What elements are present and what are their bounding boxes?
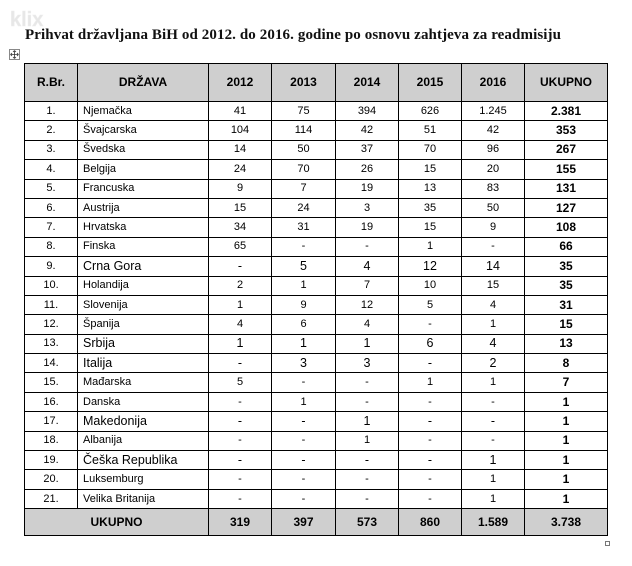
cell-rbr: 14. (25, 354, 78, 373)
cell-2015: 6 (399, 334, 462, 353)
cell-country: Njemačka (78, 102, 209, 121)
cell-2013: 70 (272, 160, 336, 179)
cell-total: 7 (525, 373, 608, 392)
cell-total: 1 (525, 489, 608, 508)
cell-total: 13 (525, 334, 608, 353)
cell-rbr: 7. (25, 218, 78, 237)
cell-2014: - (336, 470, 399, 489)
cell-rbr: 20. (25, 470, 78, 489)
cell-2013: 24 (272, 198, 336, 217)
cell-2015: 15 (399, 218, 462, 237)
cell-country: Švedska (78, 140, 209, 159)
cell-total: 127 (525, 198, 608, 217)
cell-2014: 1 (336, 412, 399, 431)
table-row (25, 470, 608, 489)
cell-rbr: 17. (25, 412, 78, 431)
cell-2014: - (336, 373, 399, 392)
table-row (25, 276, 608, 295)
cell-2013: 7 (272, 179, 336, 198)
cell-2015: - (399, 315, 462, 334)
table-row (25, 295, 608, 314)
cell-rbr: 13. (25, 334, 78, 353)
cell-2015: 626 (399, 102, 462, 121)
cell-total: 155 (525, 160, 608, 179)
cell-2012: 4 (209, 315, 272, 334)
cell-2016: 96 (462, 140, 525, 159)
cell-total: 35 (525, 276, 608, 295)
cell-2013: - (272, 412, 336, 431)
cell-2012: 9 (209, 179, 272, 198)
footer-2014: 573 (336, 509, 399, 536)
cell-total: 15 (525, 315, 608, 334)
table-row (25, 412, 608, 431)
cell-2012: 5 (209, 373, 272, 392)
table-header-row (25, 64, 608, 102)
cell-2014: 1 (336, 431, 399, 450)
cell-country: Finska (78, 237, 209, 256)
cell-country: Makedonija (78, 412, 209, 431)
cell-2012: 2 (209, 276, 272, 295)
cell-total: 267 (525, 140, 608, 159)
svg-text:klix: klix (10, 9, 44, 31)
footer-2015: 860 (399, 509, 462, 536)
table-row (25, 237, 608, 256)
cell-2016: 83 (462, 179, 525, 198)
cell-total: 31 (525, 295, 608, 314)
cell-2015: 5 (399, 295, 462, 314)
cell-2015: - (399, 489, 462, 508)
cell-total: 8 (525, 354, 608, 373)
cell-2014: 3 (336, 198, 399, 217)
table-row (25, 198, 608, 217)
table-row (25, 179, 608, 198)
table-row (25, 218, 608, 237)
cell-total: 1 (525, 451, 608, 470)
cell-2015: - (399, 392, 462, 411)
cell-rbr: 6. (25, 198, 78, 217)
cell-2013: - (272, 489, 336, 508)
cell-2012: 14 (209, 140, 272, 159)
cell-2014: - (336, 237, 399, 256)
cell-rbr: 1. (25, 102, 78, 121)
table-row (25, 489, 608, 508)
cell-2015: - (399, 470, 462, 489)
cell-2014: 7 (336, 276, 399, 295)
cell-country: Srbija (78, 334, 209, 353)
table-move-handle-icon[interactable] (9, 49, 20, 60)
cell-2013: 5 (272, 257, 336, 276)
cell-2014: 12 (336, 295, 399, 314)
cell-2016: - (462, 431, 525, 450)
cell-2015: 35 (399, 198, 462, 217)
cell-2012: 1 (209, 295, 272, 314)
cell-2013: 9 (272, 295, 336, 314)
footer-total: 3.738 (525, 509, 608, 536)
cell-2016: 50 (462, 198, 525, 217)
cell-2012: 41 (209, 102, 272, 121)
cell-country: Austrija (78, 198, 209, 217)
header-2013: 2013 (272, 64, 336, 102)
cell-total: 35 (525, 257, 608, 276)
cell-total: 1 (525, 392, 608, 411)
cell-total: 1 (525, 412, 608, 431)
cell-country: Francuska (78, 179, 209, 198)
table-resize-handle[interactable] (605, 541, 610, 546)
table-row (25, 257, 608, 276)
cell-2015: - (399, 354, 462, 373)
table-row (25, 140, 608, 159)
table-row (25, 102, 608, 121)
cell-2014: - (336, 489, 399, 508)
cell-country: Albanija (78, 431, 209, 450)
cell-2015: - (399, 451, 462, 470)
cell-2012: 1 (209, 334, 272, 353)
cell-2014: 4 (336, 257, 399, 276)
cell-country: Španija (78, 315, 209, 334)
cell-rbr: 15. (25, 373, 78, 392)
cell-2012: - (209, 451, 272, 470)
cell-2012: - (209, 431, 272, 450)
cell-rbr: 19. (25, 451, 78, 470)
cell-2016: 4 (462, 334, 525, 353)
cell-2012: - (209, 354, 272, 373)
cell-2012: - (209, 489, 272, 508)
table-row (25, 354, 608, 373)
cell-2014: 42 (336, 121, 399, 140)
cell-2015: 12 (399, 257, 462, 276)
cell-rbr: 16. (25, 392, 78, 411)
cell-country: Hrvatska (78, 218, 209, 237)
cell-2013: 50 (272, 140, 336, 159)
table-row (25, 392, 608, 411)
cell-2016: 1.245 (462, 102, 525, 121)
cell-2012: - (209, 257, 272, 276)
cell-rbr: 5. (25, 179, 78, 198)
cell-country: Belgija (78, 160, 209, 179)
cell-2012: 104 (209, 121, 272, 140)
table-row (25, 373, 608, 392)
cell-2014: 37 (336, 140, 399, 159)
cell-2014: - (336, 392, 399, 411)
cell-country: Danska (78, 392, 209, 411)
cell-total: 2.381 (525, 102, 608, 121)
cell-2013: 75 (272, 102, 336, 121)
cell-total: 108 (525, 218, 608, 237)
table-footer-row (25, 509, 608, 536)
cell-country: Velika Britanija (78, 489, 209, 508)
cell-rbr: 11. (25, 295, 78, 314)
cell-2016: 1 (462, 489, 525, 508)
cell-2013: 3 (272, 354, 336, 373)
cell-rbr: 18. (25, 431, 78, 450)
cell-2013: - (272, 431, 336, 450)
cell-2014: 19 (336, 179, 399, 198)
cell-rbr: 4. (25, 160, 78, 179)
cell-2014: 4 (336, 315, 399, 334)
cell-2015: 1 (399, 237, 462, 256)
cell-rbr: 2. (25, 121, 78, 140)
cell-country: Švajcarska (78, 121, 209, 140)
cell-2015: - (399, 412, 462, 431)
cell-2016: 2 (462, 354, 525, 373)
cell-rbr: 10. (25, 276, 78, 295)
cell-2012: - (209, 392, 272, 411)
cell-rbr: 12. (25, 315, 78, 334)
table-row (25, 334, 608, 353)
cell-2012: 24 (209, 160, 272, 179)
cell-country: Češka Republika (78, 451, 209, 470)
cell-2015: 15 (399, 160, 462, 179)
header-2015: 2015 (399, 64, 462, 102)
cell-country: Slovenija (78, 295, 209, 314)
footer-2013: 397 (272, 509, 336, 536)
cell-2012: - (209, 412, 272, 431)
cell-rbr: 21. (25, 489, 78, 508)
header-rbr: R.Br. (25, 64, 78, 102)
cell-2016: - (462, 237, 525, 256)
cell-2016: 1 (462, 373, 525, 392)
header-total: UKUPNO (525, 64, 608, 102)
cell-2015: 10 (399, 276, 462, 295)
cell-2015: 51 (399, 121, 462, 140)
cell-2013: - (272, 470, 336, 489)
cell-2012: 65 (209, 237, 272, 256)
cell-2016: 14 (462, 257, 525, 276)
cell-2012: 15 (209, 198, 272, 217)
cell-2016: 20 (462, 160, 525, 179)
cell-2013: 1 (272, 334, 336, 353)
readmission-table (24, 63, 608, 536)
cell-2013: - (272, 237, 336, 256)
cell-total: 66 (525, 237, 608, 256)
cell-country: Holandija (78, 276, 209, 295)
cell-2016: 1 (462, 315, 525, 334)
cell-2015: 1 (399, 373, 462, 392)
table-row (25, 431, 608, 450)
cell-2013: - (272, 373, 336, 392)
cell-2013: 114 (272, 121, 336, 140)
cell-2016: 1 (462, 451, 525, 470)
table-row (25, 121, 608, 140)
cell-2012: 34 (209, 218, 272, 237)
cell-2015: 13 (399, 179, 462, 198)
cell-2016: 1 (462, 470, 525, 489)
header-2014: 2014 (336, 64, 399, 102)
cell-country: Crna Gora (78, 257, 209, 276)
cell-2015: 70 (399, 140, 462, 159)
cell-2013: 1 (272, 392, 336, 411)
cell-2016: - (462, 412, 525, 431)
cell-total: 131 (525, 179, 608, 198)
cell-2014: 3 (336, 354, 399, 373)
cell-2016: 4 (462, 295, 525, 314)
table-row (25, 451, 608, 470)
cell-country: Luksemburg (78, 470, 209, 489)
cell-rbr: 9. (25, 257, 78, 276)
cell-2014: 26 (336, 160, 399, 179)
cell-2016: 42 (462, 121, 525, 140)
cell-2016: 15 (462, 276, 525, 295)
cell-total: 1 (525, 470, 608, 489)
cell-2013: 31 (272, 218, 336, 237)
table-row (25, 315, 608, 334)
cell-2012: - (209, 470, 272, 489)
cell-total: 1 (525, 431, 608, 450)
cell-2014: 394 (336, 102, 399, 121)
cell-2013: 1 (272, 276, 336, 295)
cell-2014: - (336, 451, 399, 470)
cell-2014: 1 (336, 334, 399, 353)
cell-2016: - (462, 392, 525, 411)
cell-2016: 9 (462, 218, 525, 237)
table-row (25, 160, 608, 179)
cell-total: 353 (525, 121, 608, 140)
cell-rbr: 8. (25, 237, 78, 256)
cell-2013: - (272, 451, 336, 470)
header-country: DRŽAVA (78, 64, 209, 102)
cell-country: Mađarska (78, 373, 209, 392)
cell-country: Italija (78, 354, 209, 373)
footer-2012: 319 (209, 509, 272, 536)
cell-2015: - (399, 431, 462, 450)
footer-label: UKUPNO (25, 509, 209, 536)
cell-2014: 19 (336, 218, 399, 237)
cell-rbr: 3. (25, 140, 78, 159)
cell-2013: 6 (272, 315, 336, 334)
header-2016: 2016 (462, 64, 525, 102)
page-title: Prihvat državljana BiH od 2012. do 2016. godine po osnovu zahtjeva za readmisiju (25, 27, 562, 43)
header-2012: 2012 (209, 64, 272, 102)
footer-2016: 1.589 (462, 509, 525, 536)
